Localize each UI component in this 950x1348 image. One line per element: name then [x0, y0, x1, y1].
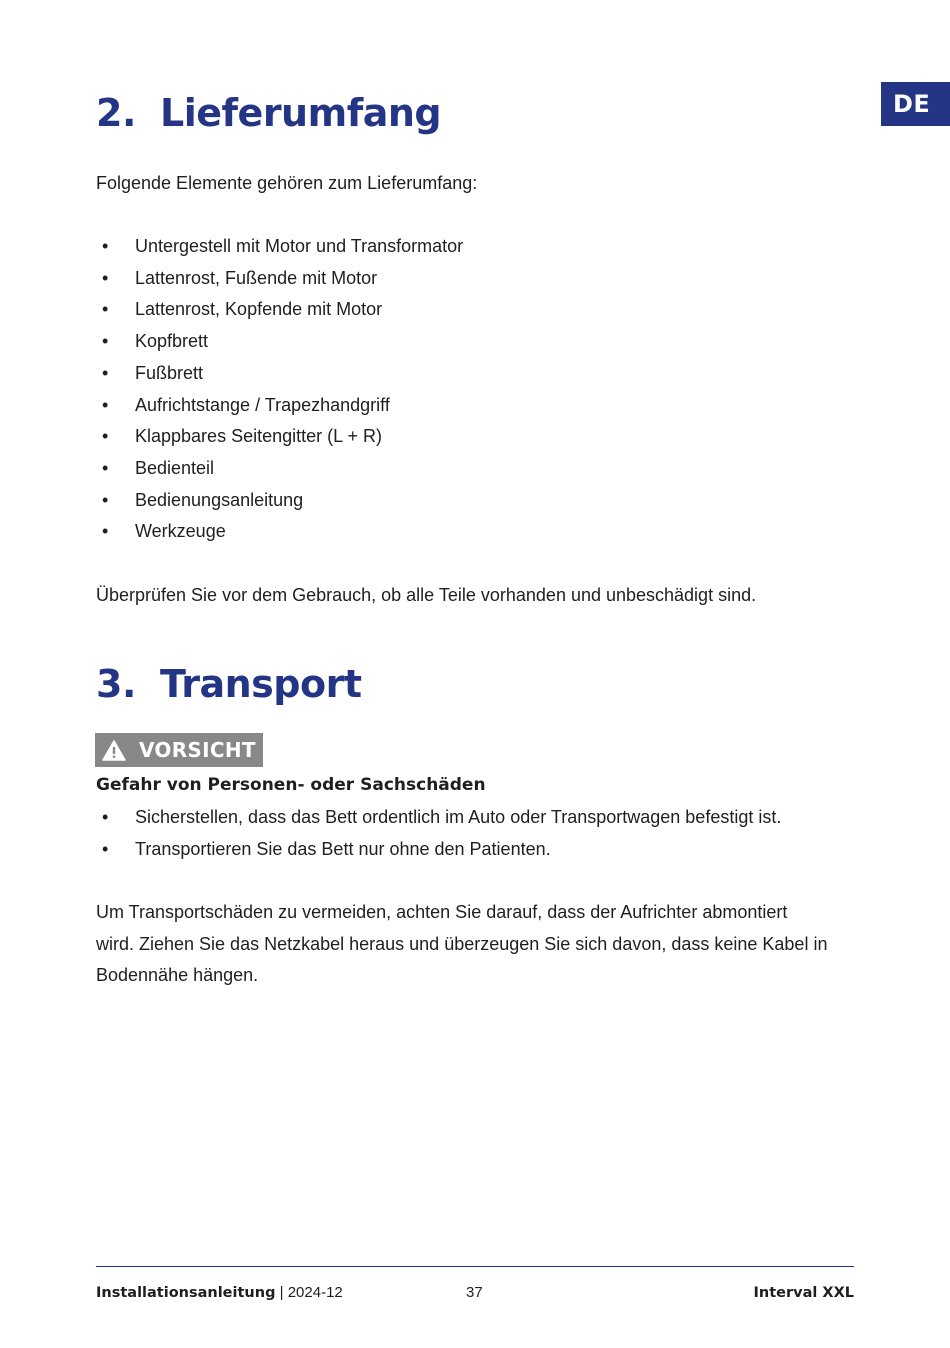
check-parts-text: Überprüfen Sie vor dem Gebrauch, ob alle Teile vorhanden und unbeschädigt sind. [96, 585, 757, 605]
bullet-icon: • [102, 299, 109, 320]
list-item: • Transportieren Sie das Bett nur ohne den Patienten. [96, 834, 781, 866]
list-item: • Werkzeuge [96, 516, 463, 548]
list-item: • Bedienungsanleitung [96, 485, 463, 517]
list-item: • Aufrichtstange / Trapezhandgriff [96, 390, 463, 422]
footer-product: Interval XXL [753, 1285, 854, 1301]
footer-left [96, 1283, 343, 1303]
bullet-icon: • [102, 489, 109, 510]
warning-triangle-icon [102, 740, 126, 761]
list-item: • Sicherstellen, dass das Bett ordentlich im Auto oder Transportwagen befestigt ist. [96, 802, 781, 834]
page-number: 37 [466, 1284, 483, 1301]
footer-date: 2024-12 [287, 1284, 343, 1301]
list-item: • Klappbares Seitengitter (L + R) [96, 421, 463, 453]
hazard-title: Gefahr von Personen- oder Sachschäden [96, 775, 486, 795]
delivery-items-list [96, 231, 463, 548]
list-item: • Untergestell mit Motor und Transformator [96, 231, 463, 263]
section-3-title: Transport [160, 662, 362, 706]
footer-separator: | [279, 1284, 284, 1301]
section-3-heading [96, 661, 362, 707]
transport-paragraph: Um Transportschäden zu vermeiden, achten Sie darauf, dass der Aufrichter abmontiert wird. Ziehen Sie das Netzkabel heraus und überzeugen Sie sich davon, dass keine Kabel in Bodennähe hängen. [96, 902, 828, 985]
footer-doc-type: Installationsanleitung [96, 1285, 276, 1301]
bullet-icon: • [102, 807, 109, 827]
bullet-icon: • [102, 362, 109, 383]
bullet-icon: • [102, 521, 109, 542]
list-item: • Kopfbrett [96, 326, 463, 358]
list-item: • Lattenrost, Kopfende mit Motor [96, 294, 463, 326]
bullet-icon: • [102, 838, 109, 859]
section-2-number: 2. [96, 91, 136, 135]
bullet-icon: • [102, 267, 109, 288]
list-item: • Bedienteil [96, 453, 463, 485]
language-tab: DE [881, 82, 950, 126]
caution-label [95, 733, 263, 767]
caution-text: VORSICHT [139, 738, 256, 762]
bullet-icon: • [102, 236, 109, 256]
list-item: • Fußbrett [96, 358, 463, 390]
bullet-icon: • [102, 331, 109, 352]
section-3-number: 3. [96, 662, 136, 706]
footer-rule [96, 1266, 854, 1267]
transport-items-list [96, 802, 781, 865]
list-item: • Lattenrost, Fußende mit Motor [96, 263, 463, 295]
section-2-intro: Folgende Elemente gehören zum Lieferumfang: [96, 173, 478, 193]
section-2-title: Lieferumfang [160, 91, 442, 135]
bullet-icon: • [102, 457, 109, 478]
bullet-icon: • [102, 426, 109, 447]
bullet-icon: • [102, 394, 109, 415]
section-2-heading [96, 90, 441, 136]
